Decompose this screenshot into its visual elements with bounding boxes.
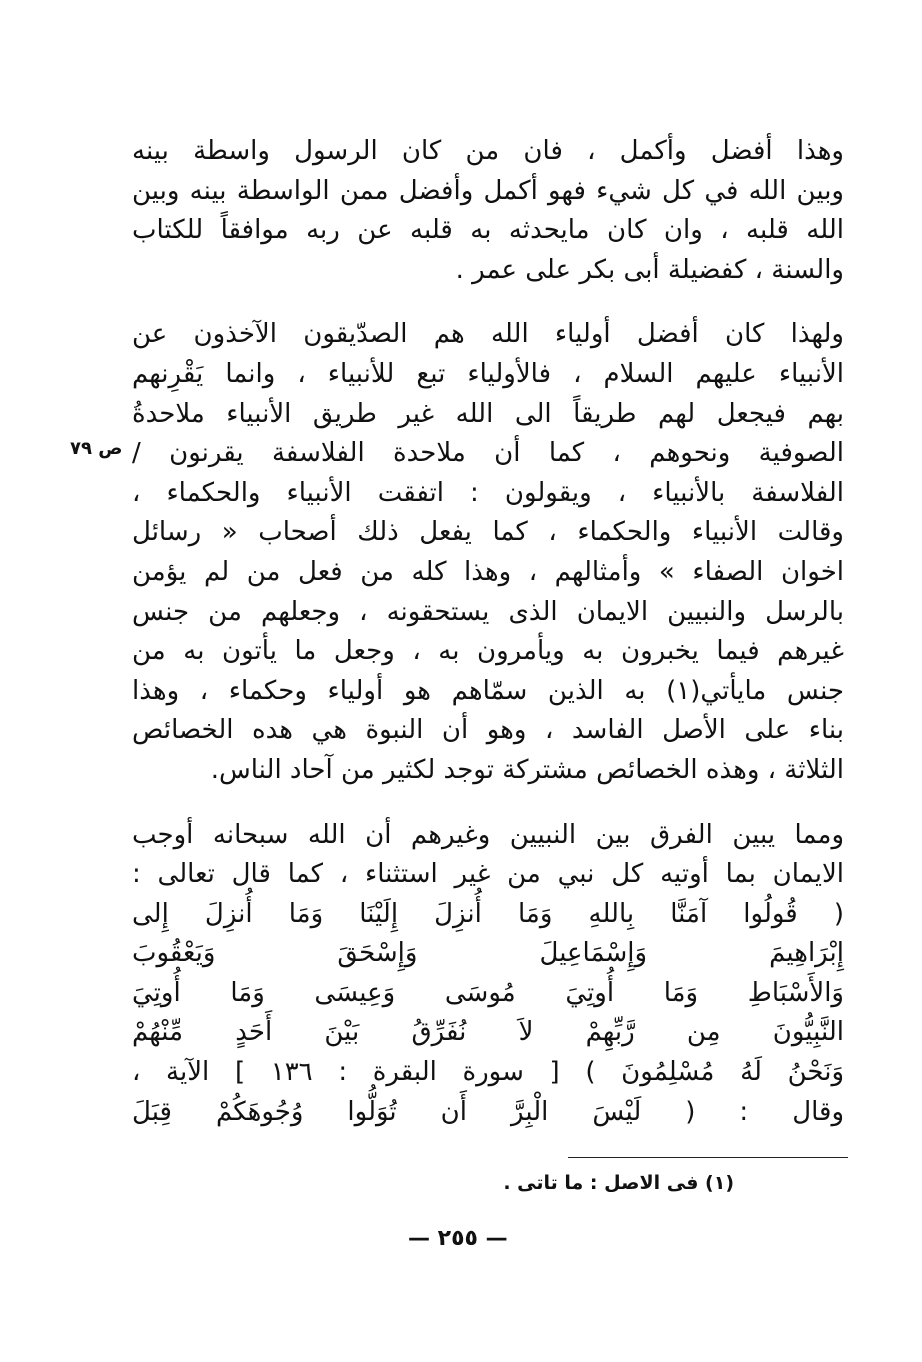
text-line: الايمان بما أوتيه كل نبي من غير استثناء ، كما قال تعالى : <box>132 859 844 890</box>
text-line: وقالت الأنبياء والحكماء ، كما يفعل ذلك أصحاب « رسائل <box>132 517 844 548</box>
text-line: وهذا أفضل وأكمل ، فان من كان الرسول واسطة بينه <box>132 136 844 166</box>
paragraph-1 <box>132 132 844 290</box>
page-number: — ٢٥٥ — <box>408 1226 508 1251</box>
footnote-divider <box>568 1157 848 1158</box>
paragraph-3 <box>132 816 844 1133</box>
text-line: بهم فيجعل لهم طريقاً الى الله غير طريق الأنبياء ملاحدةُ <box>132 398 844 429</box>
text-line: بالرسل والنبيين الايمان الذى يستحقونه ، وجعلهم من جنس <box>132 596 844 627</box>
text-line: ولهذا كان أفضل أولياء الله هم الصدّيقون الآخذون عن <box>132 319 844 350</box>
margin-page-reference: ص ٧٩ <box>70 438 123 459</box>
paragraph-2 <box>132 315 844 790</box>
quran-line: وَنَحْنُ لَهُ مُسْلِمُونَ ) [ سورة البقرة : ١٣٦ ] الآية ، <box>132 1057 844 1088</box>
text-line: بناء على الأصل الفاسد ، وهو أن النبوة هي هده الخصائص <box>132 715 844 746</box>
text-line: غيرهم فيما يخبرون به ويأمرون به ، وجعل ما يأتون به من <box>132 636 844 667</box>
text-line: الصوفية ونحوهم ، كما أن ملاحدة الفلاسفة يقرنون / <box>132 438 844 469</box>
footnote: (١) فى الاصل : ما تاتى . <box>503 1172 734 1194</box>
quran-line: النَّبِيُّونَ مِن رَّبِّهِمْ لاَ نُفَرِّقُ بَيْنَ أَحَدٍ مِّنْهُمْ <box>132 1017 844 1048</box>
quran-line: ( قُولُوا آمَنَّا بِاللهِ وَمَا أُنزِلَ إِلَيْنَا وَمَا أُنزِلَ إِلى <box>132 898 844 929</box>
quran-line: وقال : ( لَيْسَ الْبِرَّ أَن تُوَلُّوا وُجُوهَكُمْ قِبَلَ <box>132 1096 844 1127</box>
text-line: وبين الله في كل شيء فهو أكمل وأفضل ممن الواسطة بينه وبين <box>132 175 844 206</box>
text-line: الأنبياء عليهم السلام ، فالأولياء تبع للأنبياء ، وانما يَقْرِنهم <box>132 358 844 389</box>
main-text <box>132 132 844 1132</box>
text-line: والسنة ، كفضيلة أبى بكر على عمر . <box>455 254 844 285</box>
text-line: ومما يبين الفرق بين النبيين وغيرهم أن الله سبحانه أوجب <box>132 819 844 850</box>
quran-line: إِبْرَاهِيمَ وَإِسْمَاعِيلَ وَإِسْحَقَ وَيَعْقُوبَ <box>132 938 844 969</box>
text-line: الله قلبه ، وان كان مايحدثه به قلبه عن ربه موافقاً للكتاب <box>132 215 844 246</box>
quran-line: وَالأَسْبَاطِ وَمَا أُوتِيَ مُوسَى وَعِيسَى وَمَا أُوتِيَ <box>132 977 844 1008</box>
text-line: جنس مايأتي(١) به الذين سمّاهم هو أولياء وحكماء ، وهذا <box>132 675 844 706</box>
text-line: الفلاسفة بالأنبياء ، ويقولون : اتفقت الأنبياء والحكماء ، <box>132 477 844 508</box>
text-line: الثلاثة ، وهذه الخصائص مشتركة توجد لكثير من آحاد الناس. <box>210 754 844 785</box>
text-line: اخوان الصفاء » وأمثالهم ، وهذا كله من فعل من لم يؤمن <box>132 556 844 587</box>
